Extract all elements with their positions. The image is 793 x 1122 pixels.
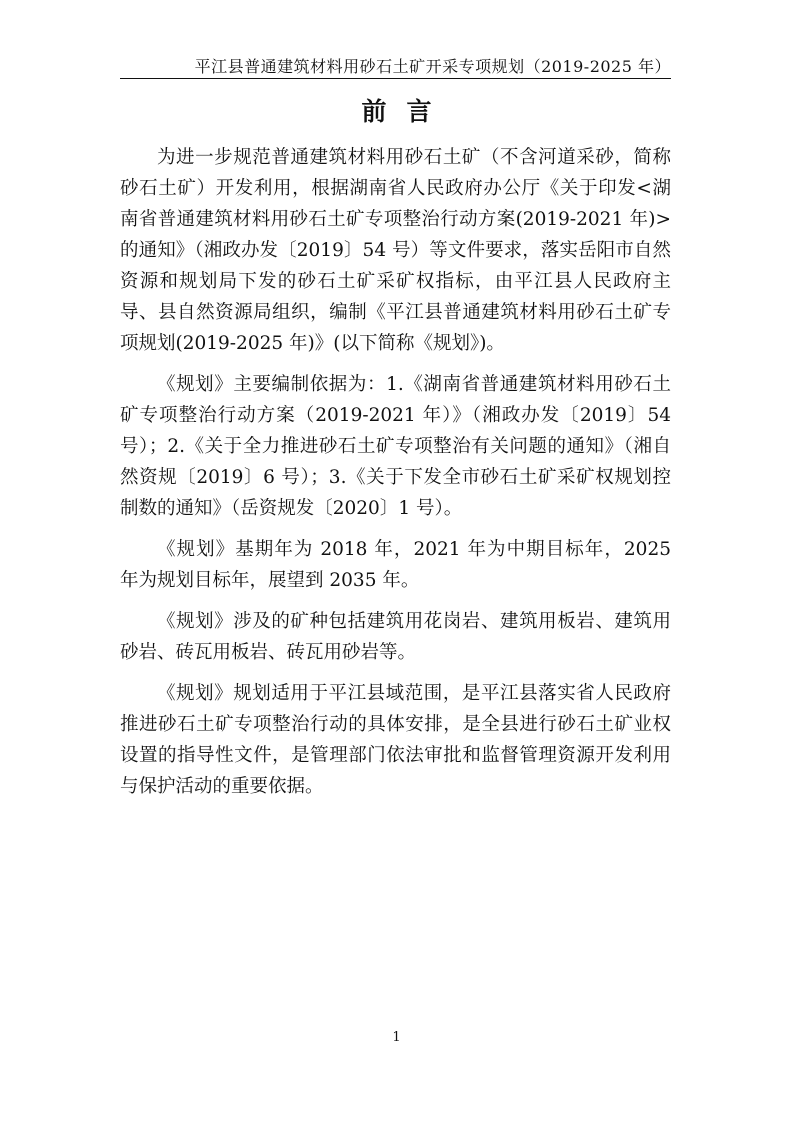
- paragraph-2: 《规划》主要编制依据为：1.《湖南省普通建筑材料用砂石土矿专项整治行动方案（2019-2021 年）》（湘政办发〔2019〕54 号）；2.《关于全力推进砂石土矿专项整治有关问题的通知》（湘自然资规〔2019〕6 号）；3.《关于下发全市砂石土矿采矿权规划控制数的通知》（岳资规发〔2020〕1 号）。: [120, 374, 671, 519]
- body-text: [120, 142, 671, 812]
- paragraph-4: 《规划》涉及的矿种包括建筑用花岗岩、建筑用板岩、建筑用砂岩、砖瓦用板岩、砖瓦用砂岩等。: [120, 611, 671, 663]
- header-rule: [120, 78, 671, 79]
- running-header: 平江县普通建筑材料用砂石土矿开采专项规划（2019-2025 年）: [194, 57, 671, 76]
- page-number: 1: [392, 1030, 401, 1045]
- paragraph-3: 《规划》基期年为 2018 年，2021 年为中期目标年，2025 年为规划目标年，展望到 2035 年。: [120, 539, 671, 591]
- paragraph-1: 为进一步规范普通建筑材料用砂石土矿（不含河道采砂，简称砂石土矿）开发利用，根据湖南省人民政府办公厅《关于印发<湖南省普通建筑材料用砂石土矿专项整治行动方案(2019-2021 年)>的通知》（湘政办发〔2019〕54 号）等文件要求，落实岳阳市自然资源和规划局下发的砂石土矿采矿权指标，由平江县人民政府主导、县自然资源局组织，编制《平江县普通建筑材料用砂石土矿专项规划(2019-2025 年)》(以下简称《规划》)。: [120, 147, 671, 354]
- page-title: 前言: [361, 97, 452, 126]
- paragraph-5: 《规划》规划适用于平江县域范围，是平江县落实省人民政府推进砂石土矿专项整治行动的具体安排，是全县进行砂石土矿业权设置的指导性文件，是管理部门依法审批和监督管理资源开发利用与保护活动的重要依据。: [120, 683, 671, 797]
